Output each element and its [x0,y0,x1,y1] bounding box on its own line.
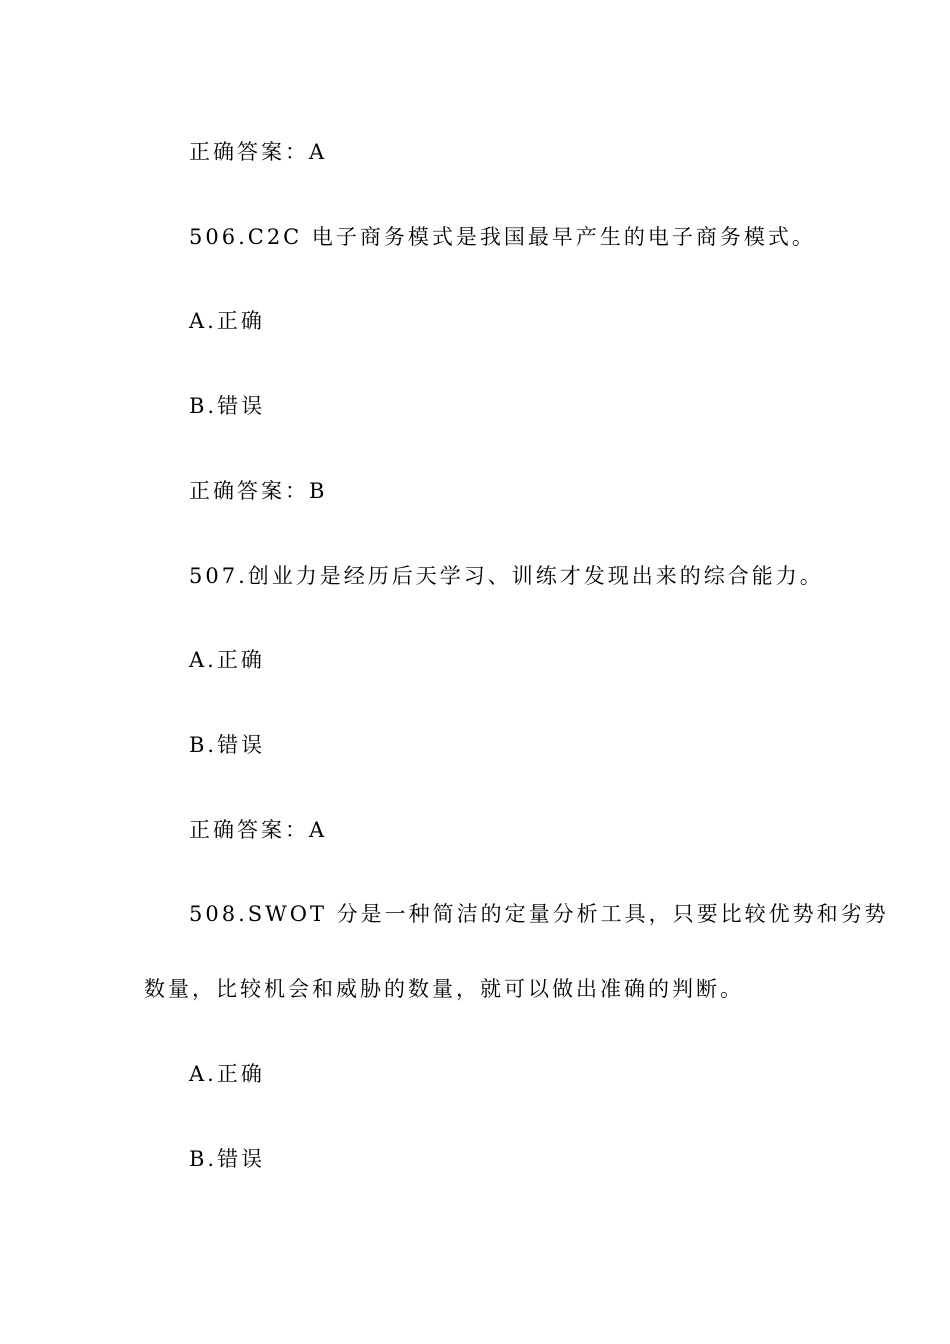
option-b-507: B.错误 [189,733,266,757]
answer-505: 正确答案：A [189,140,328,164]
question-507: 507.创业力是经历后天学习、训练才发现出来的综合能力。 [189,564,824,588]
answer-507: 正确答案：A [189,818,328,842]
option-b-506: B.错误 [189,394,266,418]
answer-506: 正确答案：B [189,479,328,503]
option-a-508: A.正确 [189,1062,265,1086]
option-a-506: A.正确 [189,309,265,333]
option-a-507: A.正确 [189,648,265,672]
question-508-line1: 508.SWOT 分是一种简洁的定量分析工具，只要比较优势和劣势 [189,902,889,926]
question-506: 506.C2C 电子商务模式是我国最早产生的电子商务模式。 [189,225,816,249]
question-508-line2: 数量，比较机会和威胁的数量，就可以做出准确的判断。 [144,977,744,1001]
option-b-508: B.错误 [189,1147,266,1171]
